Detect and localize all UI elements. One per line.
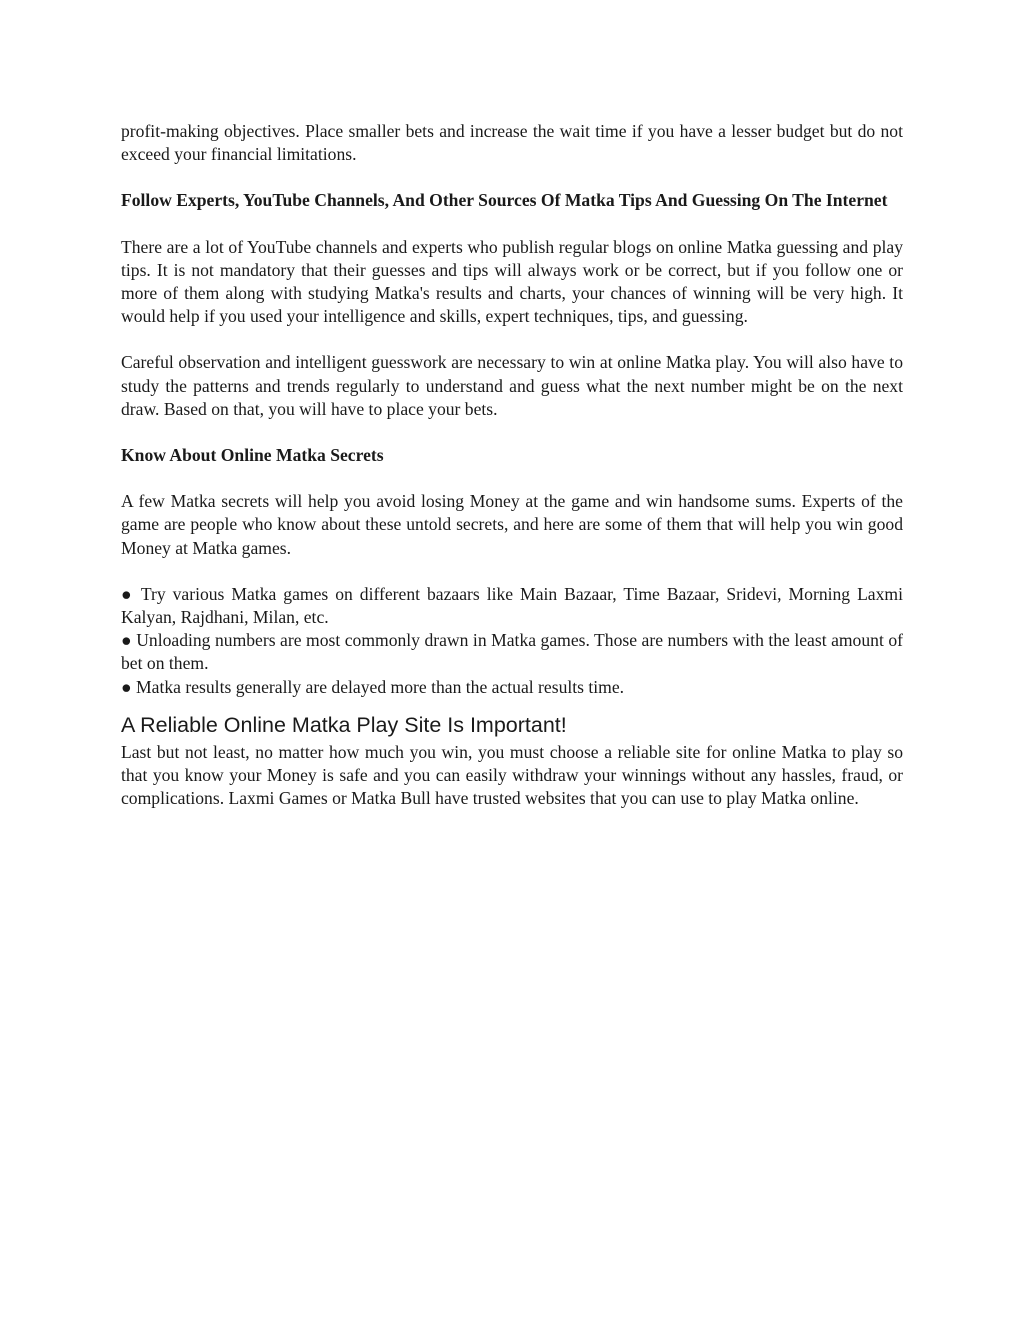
paragraph-reliable: Last but not least, no matter how much you win, you must choose a reliable site for online Matka to play so that you know your Money is safe and you can easily withdraw your winnings without any hassles, fraud, or complications. Laxmi Games or Matka Bull have trusted websites that you can use to play Matka online. <box>121 741 903 809</box>
paragraph-youtube: There are a lot of YouTube channels and experts who publish regular blogs on online Matka guessing and play tips. It is not mandatory that their guesses and tips will always work or be correct, but if you follow one or more of them along with studying Matka's results and charts, your chances of winning will be very high. It would help if you used your intelligence and skills, expert techniques, tips, and guessing. <box>121 236 903 327</box>
paragraph-secrets: A few Matka secrets will help you avoid losing Money at the game and win handsome sums. Experts of the game are people who know about these untold secrets, and here are some of them that will help you win good Money at Matka games. <box>121 491 903 558</box>
heading-reliable-site: A Reliable Online Matka Play Site Is Important! <box>121 712 567 737</box>
paragraph-observation: Careful observation and intelligent guesswork are necessary to win at online Matka play. You will also have to study the patterns and trends regularly to understand and guess what the next number might be on the next draw. Based on that, you will have to place your bets. <box>121 352 903 419</box>
document-body <box>121 120 903 810</box>
list-item: ● Unloading numbers are most commonly drawn in Matka games. Those are numbers with the least amount of bet on them. <box>121 630 903 674</box>
heading-follow-experts: Follow Experts, YouTube Channels, And Other Sources Of Matka Tips And Guessing On The Internet <box>121 190 888 211</box>
paragraph-intro: profit-making objectives. Place smaller bets and increase the wait time if you have a lesser budget but do not exceed your financial limitations. <box>121 121 903 165</box>
list-item: ● Try various Matka games on different bazaars like Main Bazaar, Time Bazaar, Sridevi, Morning Laxmi Kalyan, Rajdhani, Milan, etc. <box>121 583 903 628</box>
heading-matka-secrets: Know About Online Matka Secrets <box>121 445 384 466</box>
secrets-bullet-list <box>121 583 903 699</box>
list-item: ● Matka results generally are delayed more than the actual results time. <box>121 676 625 697</box>
